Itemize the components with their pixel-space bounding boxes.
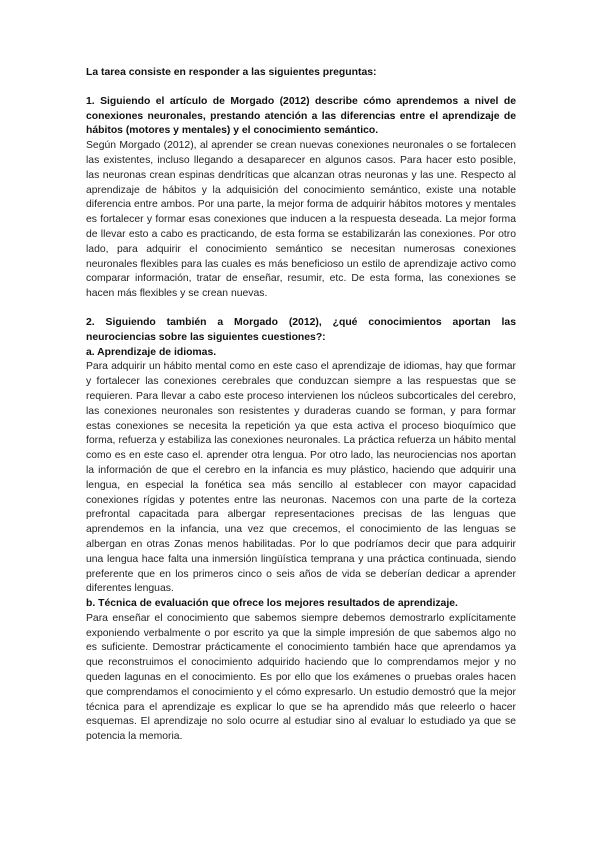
question-1-answer: Según Morgado (2012), al aprender se crean nuevas conexiones neuronales o se fortalecen las existentes, incluso llegando a desaparecer en algunos casos. Para hacer esto posible, las neuronas crean espinas dendríticas que alcanzan otras neuronas y las une. Respecto al aprendizaje de hábitos y la adquisición del conocimiento semántico, existe una notable diferencia entre ambos. Por una parte, la mejor forma de adquirir hábitos motores y mentales es fortalecer y formar esas conexiones que inducen a la respuesta deseada. La mejor forma de llevar esto a cabo es practicando, de esta forma se estabilizarán las conexiones. Por otro lado, para adquirir el conocimiento semántico se necesitan numerosas conexiones neuronales flexibles para las cuales es más beneficioso un estilo de aprendizaje activo como comparar información, tratar de enseñar, resumir, etc. De esta forma, las conexiones se hacen más flexibles y se crean nuevas.: [86, 140, 516, 300]
document-body: [86, 66, 516, 745]
question-2a-heading: a. Aprendizaje de idiomas.: [86, 346, 217, 358]
question-2b-answer: Para enseñar el conocimiento que sabemos siempre debemos demostrarlo explícitamente exponiendo verbalmente o por escrito ya que la simple impresión de que sabemos algo no es suficiente. Demostrar prácticamente el conocimiento también hace que aprendamos ya que reconstruimos el conocimiento adquirido haciendo que lo comprendamos mejor y no queden lagunas en el conocimiento. Es por ello que los exámenes o pruebas orales hacen que comprendamos el conocimiento y el cómo expresarlo. Un estudio demostró que la mejor técnica para el aprendizaje es explicar lo que se ha aprendido más que releerlo o hacer esquemas. El aprendizaje no solo ocurre al estudiar sino al evaluar lo estudiado ya que se potencia la memoria.: [86, 612, 516, 743]
intro-text: La tarea consiste en responder a las siguientes preguntas:: [86, 67, 377, 78]
question-2a-answer: Para adquirir un hábito mental como en este caso el aprendizaje de idiomas, hay que formar y fortalecer las conexiones cerebrales que conduzcan siempre a las respuestas que se requieren. Para llevar a cabo este proceso intervienen los núcleos subcorticales del cerebro, las conexiones neuronales son resistentes y duraderas cuando se forman, y para formar estas conexiones se necesita la repetición ya que esta activa el proceso bioquímico que forma, refuerza y estabiliza las conexiones neuronales. La práctica refuerza un hábito mental como es en este caso el. aprender otra lengua. Por otro lado, las neurociencias nos aportan la información de que el cerebro en la infancia es muy plástico, haciendo que adquirir una lengua, en especial la fonética sea más sencillo al establecer con mayor capacidad conexiones rígidas y potentes entre las neuronas. Nacemos con una parte de la corteza prefrontal capacitada para albergar representaciones precisas de las lenguas que aprendemos en la infancia, una vez que crecemos, el conocimiento de las lenguas se albergan en otras Zonas menos habilitadas. Por lo que podríamos decir que para adquirir una lengua hace falta una inmersión lingüística temprana y una práctica continuada, siendo preferente que en los primeros cinco o seis años de vida se deberían dedicar a aprender diferentes lenguas.: [86, 361, 516, 595]
question-2-heading: 2. Siguiendo también a Morgado (2012), ¿qué conocimientos aportan las neurociencias sobre las siguientes cuestiones?:: [86, 316, 516, 343]
question-2b-heading: b. Técnica de evaluación que ofrece los mejores resultados de aprendizaje.: [86, 598, 458, 610]
question-1-heading: 1. Siguiendo el artículo de Morgado (2012) describe cómo aprendemos a nivel de conexiones neuronales, prestando atención a las diferencias entre el aprendizaje de hábitos (motores y mentales) y el conocimiento semántico.: [86, 95, 516, 137]
